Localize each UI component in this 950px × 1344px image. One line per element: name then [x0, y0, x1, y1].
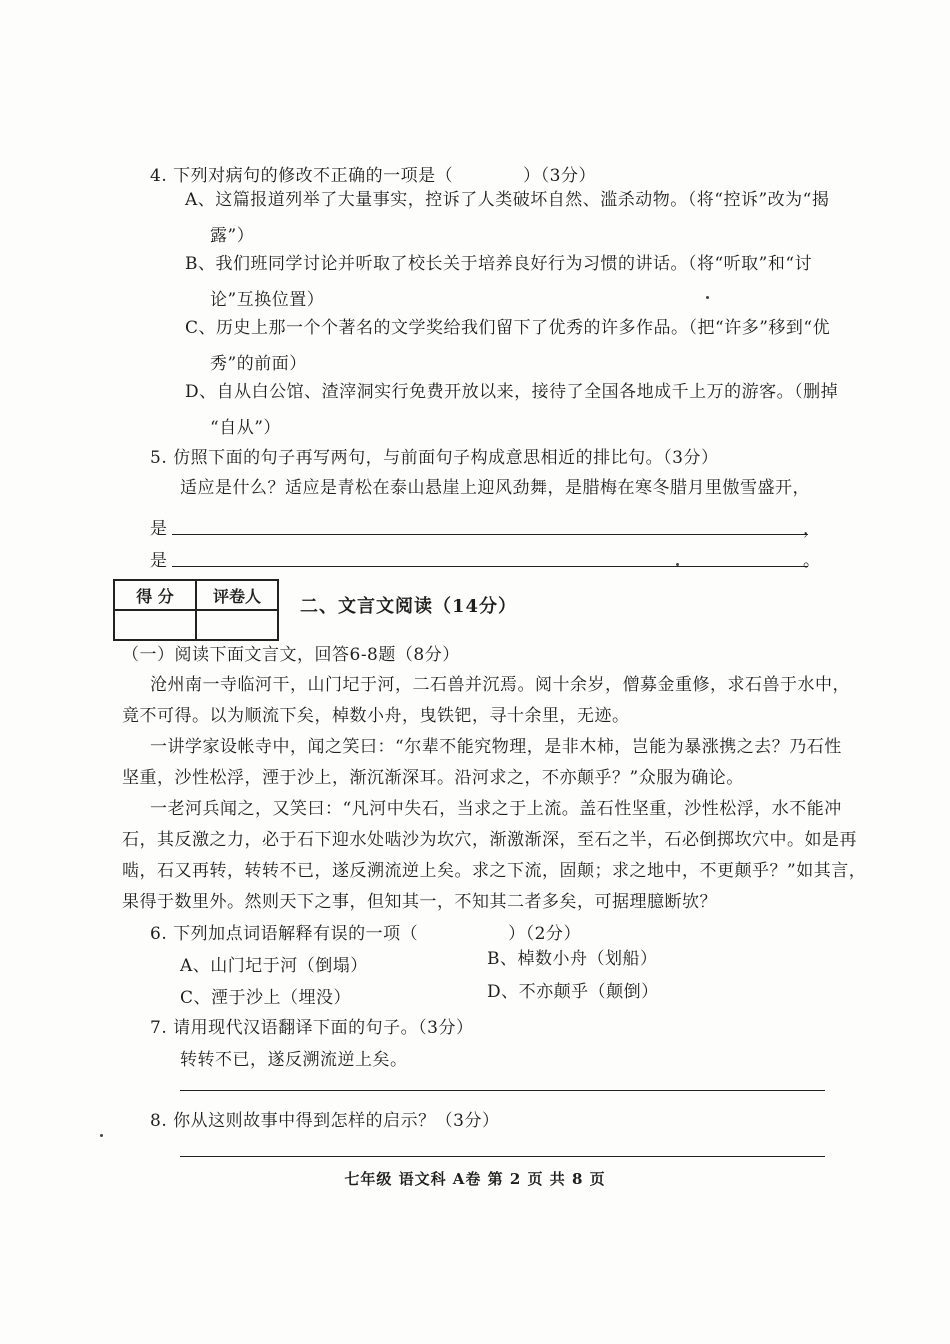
question-6-option-d: D、不亦颠乎（颠倒）	[487, 982, 659, 1002]
question-4-stem	[150, 165, 596, 187]
passage-paragraph-2: 一讲学家设帐寺中，闻之笑曰：“尔辈不能究物理，是非木柿，岂能为暴涨携之去？乃石性	[150, 737, 842, 757]
section-2-title: 二、文言文阅读（14分）	[300, 596, 518, 617]
passage-paragraph-3: 一老河兵闻之，又笑曰：“凡河中失石，当求之于上流。盖石性坚重，沙性松浮，水不能冲	[150, 799, 842, 819]
scan-speck	[706, 296, 709, 299]
question-4-option-b-cont: 论”互换位置）	[210, 290, 325, 310]
question-4-option-a: A、这篇报道列举了大量事实，控诉了人类破坏自然、滥杀动物。（将“控诉”改为“揭	[185, 190, 830, 210]
question-4-option-b: B、我们班同学讨论并听取了校长关于培养良好行为习惯的讲话。（将“听取”和“讨	[185, 254, 813, 274]
passage-paragraph-3-cont-2: 啮，石又再转，转转不已，遂反溯流逆上矣。求之下流，固颠；求之地中，不更颠乎？”如其言，	[122, 861, 867, 881]
score-cell[interactable]	[114, 610, 196, 640]
passage-intro: （一）阅读下面文言文，回答6-8题（8分）	[122, 645, 460, 665]
page-footer: 七年级 语文科 A卷 第 2 页 共 8 页	[344, 1170, 606, 1188]
question-4-stem-text: 4. 下列对病句的修改不正确的一项是（	[150, 166, 454, 186]
question-7-sentence: 转转不已，遂反溯流逆上矣。	[180, 1050, 408, 1070]
question-8-answer-line[interactable]	[180, 1156, 825, 1157]
question-7-stem: 7. 请用现代汉语翻译下面的句子。（3分）	[150, 1018, 474, 1038]
question-4-score: ）（3分）	[523, 166, 596, 186]
passage-paragraph-1: 沧州南一寺临河干，山门圮于河，二石兽并沉焉。阅十余岁，僧募金重修，求石兽于水中，	[150, 675, 850, 695]
question-5-stem: 5. 仿照下面的句子再写两句，与前面句子构成意思相近的排比句。（3分）	[150, 448, 719, 468]
grader-header: 评卷人	[196, 580, 278, 610]
question-6-option-a: A、山门圮于河（倒塌）	[180, 956, 368, 976]
question-6-score: ）（2分）	[508, 924, 581, 944]
question-7-answer-line[interactable]	[180, 1090, 825, 1091]
answer-rule	[172, 534, 808, 535]
answer-line-2-lead: 是	[150, 551, 167, 571]
question-5-example: 适应是什么？适应是青松在泰山悬崖上迎风劲舞，是腊梅在寒冬腊月里傲雪盛开，	[180, 478, 810, 498]
passage-paragraph-3-cont-3: 果得于数里外。然则天下之事，但知其一，不知其二者多矣，可据理臆断欤？	[122, 892, 717, 912]
question-4-option-d: D、自从白公馆、渣滓洞实行免费开放以来，接待了全国各地成千上万的游客。（删掉	[185, 382, 839, 402]
question-8-stem: 8. 你从这则故事中得到怎样的启示？（3分）	[150, 1111, 500, 1131]
question-4-option-c-cont: 秀”的前面）	[210, 354, 307, 374]
question-4-option-d-cont: “自从”）	[210, 418, 281, 438]
question-5-answer-line-1[interactable]	[150, 514, 820, 538]
question-5-answer-line-2[interactable]	[150, 546, 820, 570]
answer-rule	[172, 566, 808, 567]
question-4-option-c: C、历史上那一个个著名的文学奖给我们留下了优秀的许多作品。（把“许多”移到“优	[185, 318, 831, 338]
score-box	[113, 579, 279, 641]
score-header: 得 分	[114, 580, 196, 610]
scan-speck	[676, 563, 679, 566]
question-6-stem	[150, 923, 581, 945]
passage-paragraph-3-cont-1: 石，其反激之力，必于石下迎水处啮沙为坎穴，渐激渐深，至石之半，石必倒掷坎穴中。如是再	[122, 830, 857, 850]
passage-paragraph-2-cont: 坚重，沙性松浮，湮于沙上，渐沉渐深耳。沿河求之，不亦颠乎？”众服为确论。	[122, 768, 744, 788]
passage-paragraph-1-cont: 竟不可得。以为顺流下矣，棹数小舟，曳铁钯，寻十余里，无迹。	[122, 706, 630, 726]
answer-line-1-lead: 是	[150, 519, 167, 539]
scan-speck	[100, 1134, 103, 1137]
question-6-option-c: C、湮于沙上（埋没）	[180, 988, 352, 1008]
question-4-option-a-cont: 露”）	[210, 226, 255, 246]
question-6-stem-text: 6. 下列加点词语解释有误的一项（	[150, 924, 419, 944]
grader-cell[interactable]	[196, 610, 278, 640]
answer-line-1-tail: ，	[803, 519, 820, 539]
answer-line-2-tail: 。	[803, 551, 820, 571]
question-6-option-b: B、棹数小舟（划船）	[487, 949, 658, 969]
